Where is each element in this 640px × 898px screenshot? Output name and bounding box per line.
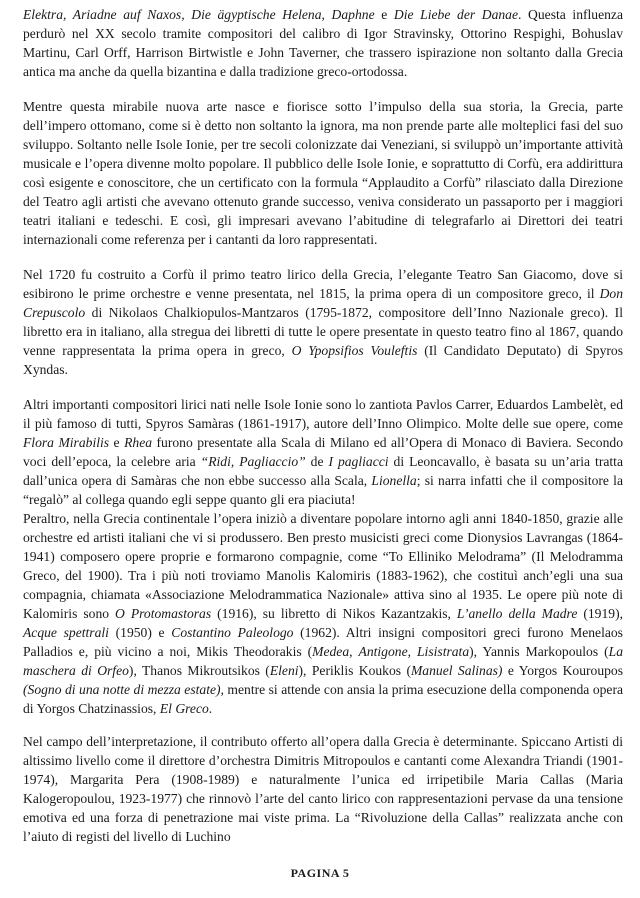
paragraph-3 xyxy=(23,265,623,379)
document-body xyxy=(23,5,623,846)
text-run: e xyxy=(374,7,394,22)
text-run: (1962). Altri insigni compositori greci furono Menelaos Palladios e, più vicino a noi, Mikis Theodorakis ( xyxy=(23,625,623,659)
aria-title: “Ridi, Pagliaccio” xyxy=(200,454,306,469)
paragraph-6 xyxy=(23,732,623,846)
text-run: Peraltro, nella Grecia continentale l’opera iniziò a diventare popolare intorno agli anni 1840-1850, grazie alle orchestre ed artisti italiani che vi si produssero. Ben presto musicisti greci come Dionysios Lavrangas (1864-1941) composero opere proprie e formarono compagnie, come “To Elliniko Melodrama” (Il Melodramma Greco, del 1900). Tra i più noti troviamo Manolis Kalomiris (1883-1962), che costituì anch’egli una sua compagnia, chiamata «Associazione Melodrammatica Nazionale» attiva sino al 1935. Le opere più note di Kalomiris sono xyxy=(23,511,623,621)
text-run: di Leoncavallo, è basata su un’aria tratta dall’unica opera di Samàras che non ebbe successo alla Scala, xyxy=(23,454,623,488)
text-run: furono presentate alla Scala di Milano ed all’Opera di Monaco di Baviera. Secondo voci dell’epoca, la celebre aria xyxy=(23,435,623,469)
opera-title: L’anello della Madre xyxy=(456,606,578,621)
text-run: Altri importanti compositori lirici nati nelle Isole Ionie sono lo zantiota Pavlos Carrer, Eduardos Lambelèt, ed il più famoso di tutti, Spyros Samàras (1861-1917), autore dell’Inno Olimpico. Molte delle sue opere, come xyxy=(23,397,623,431)
text-run: (Il Candidato Deputato) di Spyros Xyndas. xyxy=(23,343,623,377)
opera-title: Manuel Salinas) xyxy=(410,663,503,678)
text-run: . Questa influenza perdurò nel XX secolo tramite compositori del calibro di Igor Stravinsky, Ottorino Respighi, Bohuslav Martinu, Carl Orff, Harrison Birtwistle e John Taverner, che trassero ispirazione non soltanto dalla Grecia antica ma anche da quella bizantina e dalla tradizione greco-ortodossa. xyxy=(23,7,624,79)
opera-title: Lisistrata xyxy=(417,644,470,659)
text-run: ), Thanos Mikroutsikos ( xyxy=(128,663,270,678)
text-run: Nel 1720 fu costruito a Corfù il primo teatro lirico della Grecia, l’elegante Teatro San Giacomo, dove si esibirono le prime orchestre e venne presentata, nel 1815, la prima opera di un compositore greco, il xyxy=(23,267,623,301)
opera-title: Costantino Paleologo xyxy=(171,625,294,640)
text-run: de xyxy=(305,454,329,469)
opera-title: El Greco xyxy=(159,701,209,716)
text-run: ; si narra infatti che il compositore la “regalò” al collega quando egli seppe quanto gli era piaciuta! xyxy=(23,473,623,507)
opera-title: Don Crepuscolo xyxy=(23,286,623,320)
text-run: di Nikolaos Chalkiopulos-Mantzaros (1795-1872, compositore dell’Inno Nazionale greco). Il libretto era in italiano, alla stregua dei libretti di tutte le opere presentate in questo teatro fino al 1867, quando venne rappresentata la prima opera in greco, xyxy=(23,305,623,358)
opera-title: O Protomastoras xyxy=(115,606,212,621)
paragraph-4 xyxy=(23,395,623,509)
text-run: , xyxy=(407,644,417,659)
text-run: ), Yannis Markopoulos ( xyxy=(469,644,609,659)
text-run: mentre si attende con ansia la prima esecuzione della componenda opera di Yorgos Chatzinassios, xyxy=(23,682,624,716)
opera-titles: Elektra, Ariadne auf Naxos, Die ägyptische Helena, Daphne xyxy=(23,7,375,22)
text-run: e Yorgos Kouroupos xyxy=(502,663,623,678)
text-run: e xyxy=(109,435,125,450)
text-run: . xyxy=(208,701,213,716)
opera-title: Acque spettrali xyxy=(23,625,109,640)
text-run: (1916), su libretto di Nikos Kazantzakis, xyxy=(211,606,457,621)
text-run: (1950) e xyxy=(108,625,172,640)
page-label: PAGINA 5 xyxy=(290,866,350,880)
opera-title: Lionella xyxy=(371,473,417,488)
opera-title: Flora Mirabilis xyxy=(23,435,110,450)
opera-title: La maschera di Orfeo xyxy=(23,644,624,678)
opera-title: (Sogno di una notte di mezza estate), xyxy=(23,682,224,697)
opera-title: Die Liebe der Danae xyxy=(393,7,519,22)
paragraph-2 xyxy=(23,97,623,249)
paragraph-1 xyxy=(23,5,623,81)
opera-title: Eleni xyxy=(269,663,299,678)
text-run: ), Periklis Koukos ( xyxy=(298,663,411,678)
text-run: Nel campo dell’interpretazione, il contributo offerto all’opera dalla Grecia è determinante. Spiccano Artisti di altissimo livello come il direttore d’orchestra Dimitris Mitropoulos e cantanti come Alexandra Triandi (1901-1974), Margarita Pera (1908-1989) e naturalmente l’unica ed irripetibile Maria Callas (Maria Kalogeropoulou, 1923-1977) che rinnovò l’arte del canto lirico con rappresentazioni pervase da una tensione emotiva ed una forza di penetrazione mai viste prima. La “Rivoluzione della Callas” realizzata anche con l’aiuto di registi del livello di Luchino xyxy=(23,734,623,844)
opera-title: I pagliacci xyxy=(328,454,389,469)
text-run: Mentre questa mirabile nuova arte nasce e fiorisce sotto l’impulso della sua storia, la Grecia, parte dell’impero ottomano, come si è detto non soltanto la ignora, ma non prende parte alle molteplici fasi del suo sviluppo. Soltanto nelle Isole Ionie, per tre secoli colonizzate dai Veneziani, si sviluppò un’importante attività musicale e l’opera divenne molto popolare. Il pubblico delle Isole Ionie, e soprattutto di Corfù, era addirittura così esigente e conoscitore, che un certificato con la formula “Applaudito a Corfù” rilasciato dalla Direzione del Teatro agli artisti che avevano ottenuto grande successo, veniva considerato un passaporto per i maggiori teatri italiani e tedeschi. E così, gli impresari avevano l’abitudine di telegrafarlo ai Direttori dei teatri internazionali come referenza per i cantanti da loro rappresentati. xyxy=(23,99,623,247)
opera-title: Rhea xyxy=(124,435,153,450)
text-run: (1919), xyxy=(577,606,623,621)
paragraph-5 xyxy=(23,509,623,718)
opera-title: O Ypopsifios Vouleftis xyxy=(291,343,418,358)
page-number xyxy=(0,866,640,881)
opera-title: Antigone xyxy=(358,644,408,659)
text-run: , xyxy=(349,644,359,659)
opera-title: Medea xyxy=(312,644,350,659)
